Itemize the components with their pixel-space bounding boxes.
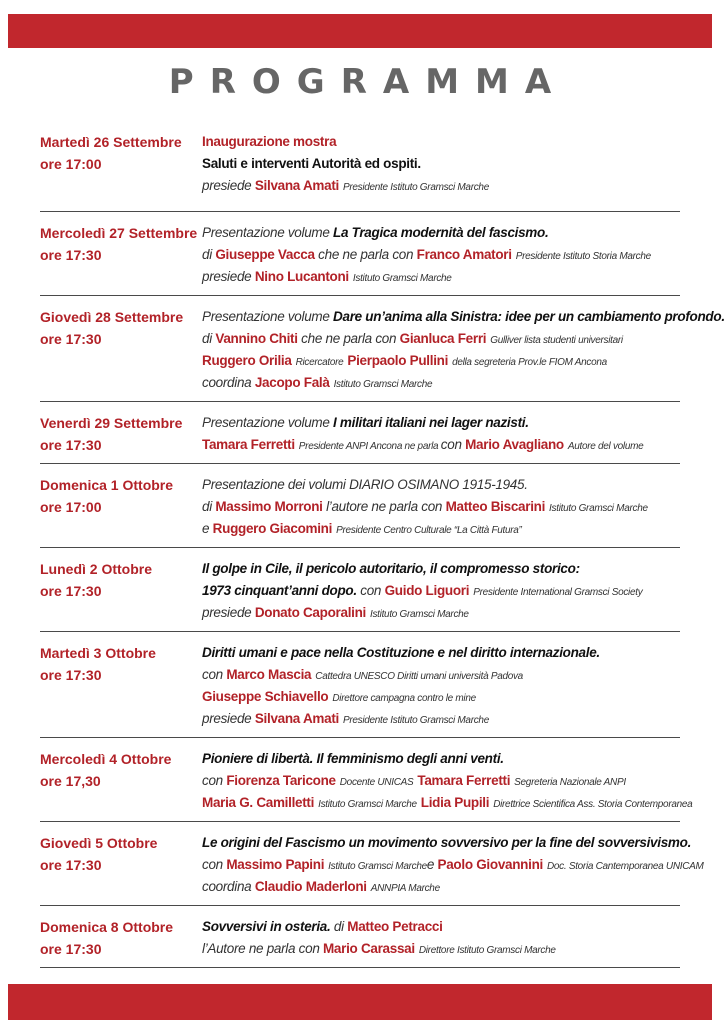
- event-row: [40, 402, 680, 464]
- person-name: Ruggero Giacomini: [212, 521, 333, 536]
- person-name: Giuseppe Schiavello: [202, 689, 329, 704]
- event-row: [40, 464, 680, 548]
- event-line: [202, 372, 725, 394]
- event-day: Giovedì 5 Ottobre: [40, 835, 158, 851]
- event-date: [40, 832, 202, 905]
- affiliation: Istituto Gramsci Marche: [549, 503, 648, 514]
- affiliation: Istituto Gramsci Marche: [328, 861, 427, 872]
- person-name: Vannino Chiti: [215, 331, 298, 346]
- affiliation: ANNPIA Marche: [370, 883, 440, 894]
- event-text: presiede: [202, 605, 255, 620]
- event-text: La Tragica modernità del fascismo.: [333, 225, 549, 240]
- event-day: Mercoledì 4 Ottobre: [40, 751, 172, 767]
- event-text: che ne parla con: [297, 331, 400, 346]
- event-time: ore 17:30: [40, 583, 102, 599]
- person-name: Pierpaolo Pullini: [347, 353, 449, 368]
- affiliation: della segreteria Prov.le FIOM Ancona: [452, 357, 607, 368]
- event-time: ore 17,30: [40, 773, 101, 789]
- event-text: Presentazione volume: [202, 225, 334, 240]
- affiliation: Presidente Centro Culturale “La Città Futura”: [336, 525, 522, 536]
- event-day: Domenica 1 Ottobre: [40, 477, 174, 493]
- event-details: [202, 131, 680, 211]
- affiliation: Istituto Gramsci Marche: [370, 609, 469, 620]
- bottom-red-band: [8, 984, 712, 1020]
- event-text: e: [426, 857, 438, 872]
- event-text: con: [356, 583, 385, 598]
- affiliation: Presidente Istituto Storia Marche: [515, 251, 651, 262]
- person-name: Fiorenza Taricone: [226, 773, 336, 788]
- event-time: ore 17:30: [40, 437, 102, 453]
- event-date: [40, 642, 202, 737]
- event-date: [40, 222, 202, 295]
- event-time: ore 17:30: [40, 857, 102, 873]
- person-name: Inaugurazione mostra: [202, 134, 337, 149]
- person-name: Donato Caporalini: [254, 605, 366, 620]
- event-text: di: [202, 247, 216, 262]
- event-details: [202, 832, 704, 905]
- event-line: [202, 222, 680, 244]
- event-text: Dare un’anima alla Sinistra: idee per un cambiamento profondo.: [333, 309, 725, 324]
- event-date: [40, 748, 202, 821]
- event-text: l’autore ne parla con: [322, 499, 446, 514]
- person-name: Ruggero Orilia: [202, 353, 292, 368]
- event-text: e: [202, 521, 213, 536]
- affiliation: Direttore campagna contro le mine: [332, 693, 476, 704]
- person-name: Claudio Maderloni: [254, 879, 367, 894]
- event-details: [202, 642, 680, 737]
- event-line: [202, 412, 680, 434]
- event-details: [202, 474, 680, 547]
- event-text: Il golpe in Cile, il pericolo autoritario, il compromesso storico:: [202, 561, 580, 576]
- event-line: [202, 518, 680, 540]
- affiliation: Istituto Gramsci Marche: [318, 799, 417, 810]
- event-text: presiede: [202, 269, 255, 284]
- event-line: [202, 266, 680, 288]
- event-row: [40, 906, 680, 968]
- event-line: [202, 328, 725, 350]
- event-day: Domenica 8 Ottobre: [40, 919, 174, 935]
- affiliation: Presidente Istituto Gramsci Marche: [342, 182, 489, 193]
- affiliation: Ricercatore: [295, 357, 344, 368]
- event-date: [40, 131, 202, 211]
- event-text: di: [202, 499, 216, 514]
- event-time: ore 17:30: [40, 331, 102, 347]
- event-text: con: [202, 667, 227, 682]
- affiliation: Presidente ANPI Ancona ne parla: [298, 441, 441, 452]
- event-line: [202, 792, 692, 814]
- person-name: Massimo Papini: [226, 857, 325, 872]
- event-time: ore 17:00: [40, 156, 102, 172]
- person-name: Guido Liguori: [384, 583, 470, 598]
- affiliation: Istituto Gramsci Marche: [352, 273, 452, 284]
- event-text: Presentazione volume: [202, 415, 334, 430]
- event-date: [40, 474, 202, 547]
- page-title: PROGRAMMA: [168, 62, 568, 102]
- event-text: con: [440, 437, 466, 452]
- event-line: [202, 306, 725, 328]
- event-time: ore 17:30: [40, 667, 102, 683]
- event-line: [202, 580, 680, 602]
- person-name: Maria G. Camilletti: [202, 795, 315, 810]
- event-line: [202, 496, 680, 518]
- person-name: Silvana Amati: [254, 711, 339, 726]
- event-line: [202, 474, 680, 496]
- event-text: presiede: [202, 711, 255, 726]
- event-details: [202, 558, 680, 631]
- person-name: Mario Avagliano: [465, 437, 564, 452]
- event-text: coordina: [202, 375, 255, 390]
- affiliation: Direttrice Scientifica Ass. Storia Contemporanea: [493, 799, 693, 810]
- event-text: coordina: [202, 879, 255, 894]
- affiliation: Doc. Storia Cantemporanea UNICAM: [546, 861, 704, 872]
- event-row: [40, 822, 704, 906]
- event-line: [202, 854, 704, 876]
- person-name: Lidia Pupili: [420, 795, 490, 810]
- event-text: con: [202, 857, 227, 872]
- event-text: Le origini del Fascismo un movimento sovversivo per la fine del sovversivismo.: [202, 835, 692, 850]
- event-day: Venerdì 29 Settembre: [40, 415, 183, 431]
- event-day: Giovedì 28 Settembre: [40, 309, 184, 325]
- event-text: Pioniere di libertà. Il femminismo degli anni venti.: [202, 751, 504, 766]
- event-line: [202, 748, 692, 770]
- person-name: Nino Lucantoni: [254, 269, 349, 284]
- event-details: [202, 412, 680, 463]
- event-line: [202, 876, 704, 898]
- event-text: con: [202, 773, 227, 788]
- event-text: Sovversivi in osteria.: [202, 919, 331, 934]
- event-text: Presentazione dei volumi: [202, 477, 350, 492]
- person-name: Giuseppe Vacca: [215, 247, 315, 262]
- event-text: DIARIO OSIMANO 1915-1945.: [349, 477, 528, 492]
- event-line: [202, 642, 680, 664]
- event-text: di: [202, 331, 216, 346]
- person-name: Massimo Morroni: [215, 499, 323, 514]
- event-line: [202, 153, 680, 175]
- affiliation: Segreteria Nazionale ANPI: [514, 777, 626, 788]
- person-name: Tamara Ferretti: [417, 773, 511, 788]
- event-line: [202, 686, 680, 708]
- event-text: Presentazione volume: [202, 309, 334, 324]
- person-name: Matteo Petracci: [347, 919, 443, 934]
- event-row: [40, 212, 680, 296]
- event-line: [202, 244, 680, 266]
- event-line: [202, 434, 680, 456]
- event-text: Diritti umani e pace nella Costituzione e nel diritto internazionale.: [202, 645, 600, 660]
- event-day: Mercoledì 27 Settembre: [40, 225, 198, 241]
- person-name: Jacopo Falà: [254, 375, 330, 390]
- person-name: Tamara Ferretti: [202, 437, 295, 452]
- event-text: 1973 cinquant’anni dopo.: [202, 583, 357, 598]
- affiliation: Docente UNICAS: [339, 777, 414, 788]
- event-line: [202, 916, 680, 938]
- top-red-band: [8, 14, 712, 48]
- affiliation: Autore del volume: [567, 441, 644, 452]
- event-row: [40, 632, 680, 738]
- event-text: l’Autore ne parla con: [202, 941, 323, 956]
- event-row: [40, 128, 680, 212]
- event-date: [40, 306, 202, 401]
- event-line: [202, 175, 680, 197]
- event-line: [202, 131, 680, 153]
- event-day: Martedì 26 Settembre: [40, 134, 182, 150]
- event-date: [40, 412, 202, 463]
- event-date: [40, 916, 202, 967]
- event-line: [202, 558, 680, 580]
- event-line: [202, 350, 725, 372]
- event-details: [202, 306, 725, 401]
- affiliation: Cattedra UNESCO Diritti umani università Padova: [315, 671, 523, 682]
- person-name: Franco Amatori: [416, 247, 512, 262]
- event-text: presiede: [202, 178, 255, 193]
- event-time: ore 17:00: [40, 499, 102, 515]
- event-line: [202, 664, 680, 686]
- person-name: Mario Carassai: [322, 941, 415, 956]
- event-details: [202, 222, 680, 295]
- event-row: [40, 296, 725, 402]
- affiliation: Presidente International Gramsci Society: [473, 587, 643, 598]
- event-date: [40, 558, 202, 631]
- event-line: [202, 770, 692, 792]
- event-day: Martedì 3 Ottobre: [40, 645, 156, 661]
- event-line: [202, 708, 680, 730]
- event-time: ore 17:30: [40, 247, 102, 263]
- event-row: [40, 548, 680, 632]
- event-list: [40, 128, 725, 968]
- person-name: Matteo Biscarini: [445, 499, 546, 514]
- event-line: [202, 938, 680, 960]
- event-text: che ne parla con: [314, 247, 417, 262]
- affiliation: Direttore Istituto Gramsci Marche: [418, 945, 556, 956]
- event-row: [40, 738, 693, 822]
- event-text: di: [330, 919, 348, 934]
- person-name: Paolo Giovannini: [437, 857, 543, 872]
- event-time: ore 17:30: [40, 941, 102, 957]
- event-text: I militari italiani nei lager nazisti.: [333, 415, 529, 430]
- event-details: [202, 916, 680, 967]
- person-name: Silvana Amati: [254, 178, 339, 193]
- person-name: Marco Mascia: [226, 667, 312, 682]
- event-text: Saluti e interventi Autorità ed ospiti.: [202, 156, 421, 171]
- event-day: Lunedì 2 Ottobre: [40, 561, 152, 577]
- affiliation: Gulliver lista studenti universitari: [490, 335, 623, 346]
- event-line: [202, 832, 704, 854]
- affiliation: Presidente Istituto Gramsci Marche: [342, 715, 489, 726]
- affiliation: Istituto Gramsci Marche: [333, 379, 433, 390]
- event-line: [202, 602, 680, 624]
- person-name: Gianluca Ferri: [399, 331, 487, 346]
- event-details: [202, 748, 692, 821]
